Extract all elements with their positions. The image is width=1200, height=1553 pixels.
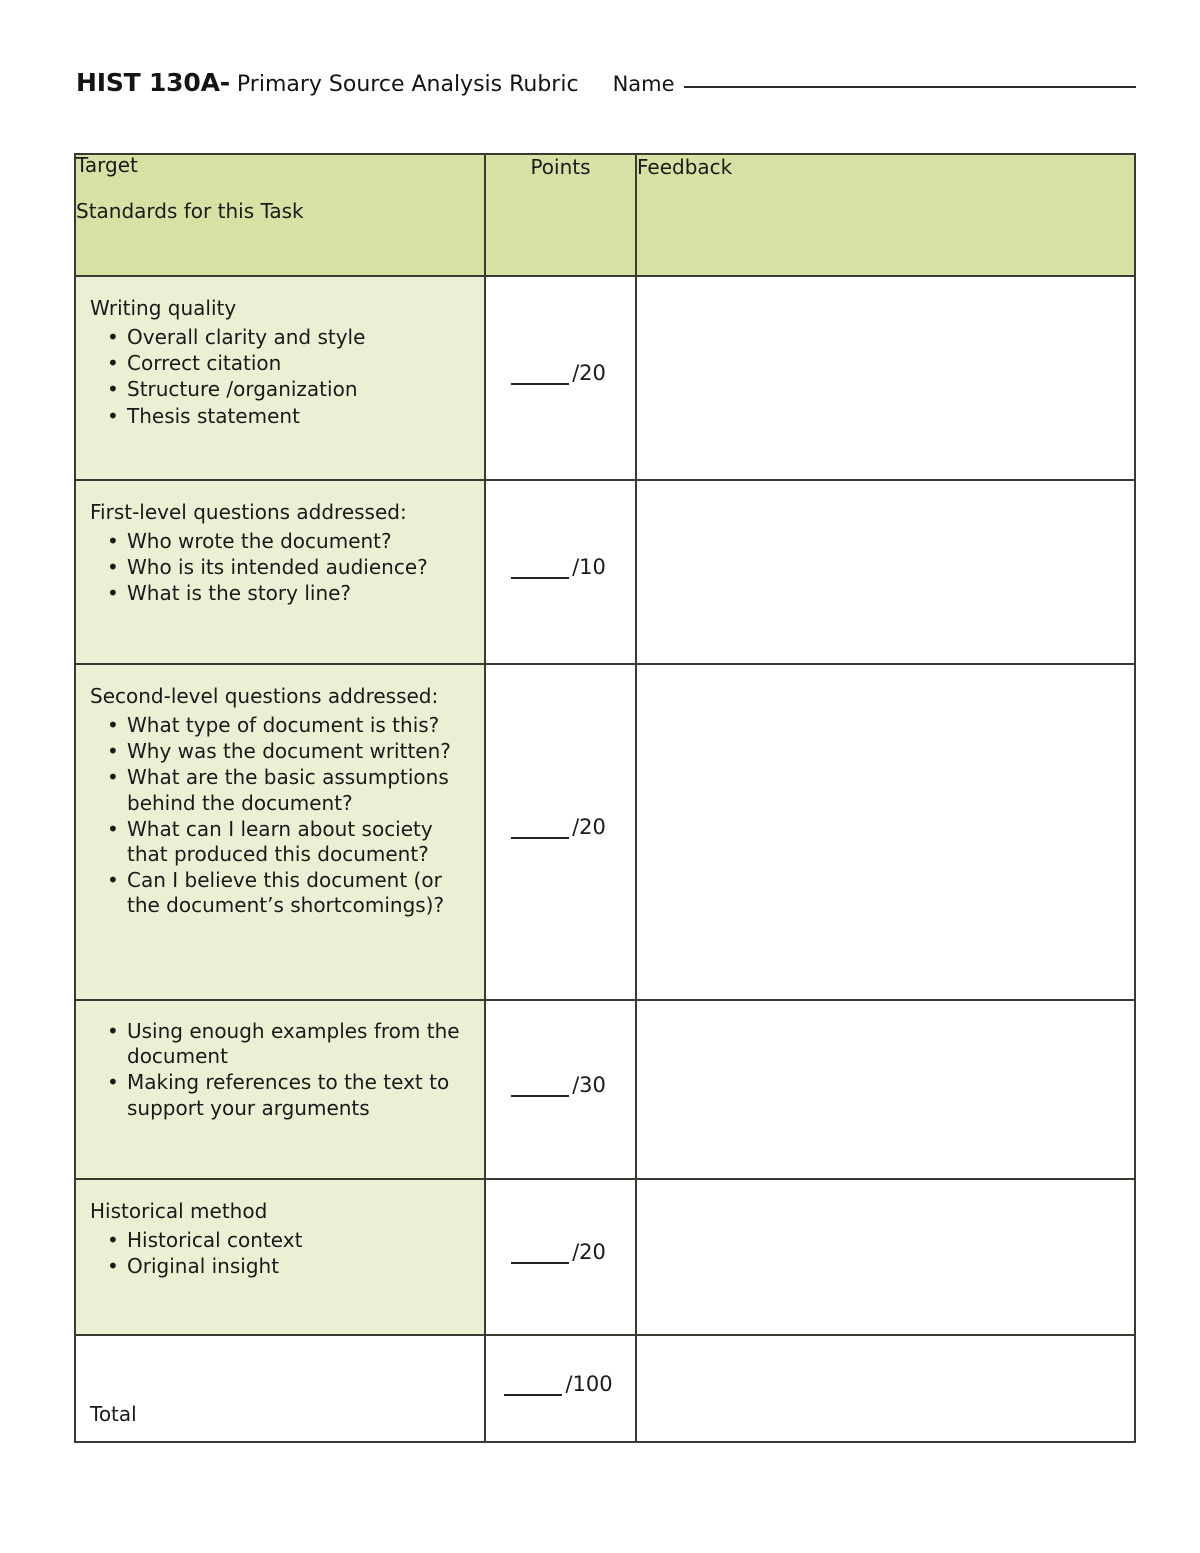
points-max: /100: [565, 1371, 613, 1396]
bullet-icon: •: [107, 1254, 119, 1279]
criteria-cell: [75, 276, 485, 480]
table-row-total: [75, 1335, 1135, 1442]
list-item-label: Using enough examples from the document: [127, 1019, 460, 1069]
list-item-label: Structure /organization: [127, 377, 358, 402]
points-max: /20: [572, 815, 606, 839]
column-header-points: Points: [485, 154, 636, 276]
list-item-label: Who wrote the document?: [127, 529, 392, 553]
course-code: HIST 130A-: [76, 68, 230, 97]
criteria-list: [90, 1019, 474, 1121]
bullet-icon: •: [107, 1070, 119, 1095]
criteria-category: Writing quality: [90, 296, 237, 320]
feedback-cell[interactable]: [636, 1179, 1135, 1335]
feedback-cell[interactable]: [636, 480, 1135, 664]
name-label: Name: [612, 72, 675, 96]
bullet-icon: •: [107, 1019, 119, 1043]
table-row: [75, 664, 1135, 1000]
column-header-target: [75, 154, 485, 276]
rubric-table: [74, 153, 1136, 1443]
list-item: [90, 555, 474, 580]
points-blank-line[interactable]: [511, 1249, 569, 1264]
criteria-cell: [75, 480, 485, 664]
points-entry[interactable]: [486, 1240, 635, 1269]
list-item-label: Overall clarity and style: [127, 325, 366, 349]
criteria-list: [90, 1228, 474, 1279]
list-item-label: Original insight: [127, 1254, 280, 1279]
name-input-line[interactable]: [684, 85, 1136, 88]
points-max: /20: [572, 1240, 606, 1264]
feedback-cell[interactable]: [636, 276, 1135, 480]
bullet-icon: •: [107, 351, 119, 376]
table-row: [75, 276, 1135, 480]
criteria-category: Second-level questions addressed:: [90, 684, 439, 708]
bullet-icon: •: [107, 816, 119, 841]
points-cell[interactable]: [485, 276, 636, 480]
criteria-category: Historical method: [90, 1199, 268, 1223]
list-item-label: What are the basic assumptions behind the document?: [127, 765, 449, 815]
points-cell[interactable]: [485, 480, 636, 664]
points-entry[interactable]: [486, 361, 635, 390]
table-row: [75, 1000, 1135, 1179]
list-item: [90, 1070, 474, 1120]
list-item-label: Who is its intended audience?: [127, 555, 428, 580]
list-item: [90, 1019, 474, 1069]
bullet-icon: •: [107, 581, 119, 606]
criteria-list: [90, 713, 474, 919]
list-item: [90, 868, 474, 918]
points-max: /10: [572, 555, 606, 579]
list-item-label: What can I learn about society that produced this document?: [127, 816, 433, 866]
bullet-icon: •: [107, 529, 119, 553]
criteria-cell: [75, 1000, 485, 1179]
column-header-target-line1: Target: [76, 153, 138, 177]
points-blank-line[interactable]: [511, 824, 569, 839]
column-header-feedback: Feedback: [636, 154, 1135, 276]
list-item: [90, 713, 474, 738]
list-item-label: What is the story line?: [127, 581, 352, 606]
points-cell[interactable]: [485, 664, 636, 1000]
table-header-row: [75, 154, 1135, 276]
points-blank-line[interactable]: [511, 370, 569, 385]
list-item: [90, 351, 474, 376]
points-blank-line[interactable]: [511, 564, 569, 579]
list-item: [90, 765, 474, 815]
bullet-icon: •: [107, 325, 119, 349]
total-label: Total: [90, 1402, 137, 1426]
list-item: [90, 325, 474, 350]
criteria-cell: [75, 664, 485, 1000]
list-item-label: Thesis statement: [127, 403, 300, 428]
total-points-cell[interactable]: [485, 1335, 636, 1442]
points-entry[interactable]: [486, 815, 635, 844]
list-item: [90, 817, 474, 867]
points-blank-line[interactable]: [504, 1381, 562, 1396]
points-entry[interactable]: [486, 555, 635, 584]
points-entry[interactable]: [486, 1371, 635, 1401]
list-item-label: Why was the document written?: [127, 739, 451, 764]
list-item: [90, 1254, 474, 1279]
feedback-cell[interactable]: [636, 664, 1135, 1000]
list-item: [90, 529, 474, 554]
list-item-label: Historical context: [127, 1228, 303, 1252]
bullet-icon: •: [107, 377, 119, 402]
criteria-cell: [75, 1179, 485, 1335]
list-item-label: What type of document is this?: [127, 713, 440, 737]
feedback-cell[interactable]: [636, 1000, 1135, 1179]
table-row: [75, 480, 1135, 664]
document-header: [76, 68, 1136, 97]
list-item: [90, 1228, 474, 1253]
total-label-cell: [75, 1335, 485, 1442]
table-row: [75, 1179, 1135, 1335]
list-item: [90, 404, 474, 429]
bullet-icon: •: [107, 403, 119, 428]
points-max: /20: [572, 361, 606, 385]
points-blank-line[interactable]: [511, 1082, 569, 1097]
list-item-label: Correct citation: [127, 351, 282, 376]
points-cell[interactable]: [485, 1179, 636, 1335]
criteria-category: First-level questions addressed:: [90, 500, 407, 524]
bullet-icon: •: [107, 713, 119, 737]
bullet-icon: •: [107, 868, 119, 893]
points-entry[interactable]: [486, 1072, 635, 1102]
bullet-icon: •: [107, 739, 119, 764]
points-max: /30: [572, 1072, 606, 1097]
list-item: [90, 377, 474, 402]
list-item: [90, 739, 474, 764]
bullet-icon: •: [107, 1228, 119, 1252]
list-item-label: Making references to the text to support your arguments: [127, 1070, 450, 1120]
bullet-icon: •: [107, 765, 119, 790]
points-cell[interactable]: [485, 1000, 636, 1179]
bullet-icon: •: [107, 555, 119, 580]
list-item: [90, 581, 474, 606]
criteria-list: [90, 529, 474, 607]
page-title: Primary Source Analysis Rubric: [236, 72, 579, 97]
total-feedback-cell[interactable]: [636, 1335, 1135, 1442]
list-item-label: Can I believe this document (or the document’s shortcomings)?: [127, 868, 445, 918]
criteria-list: [90, 325, 474, 429]
column-header-target-line2: Standards for this Task: [76, 199, 304, 223]
